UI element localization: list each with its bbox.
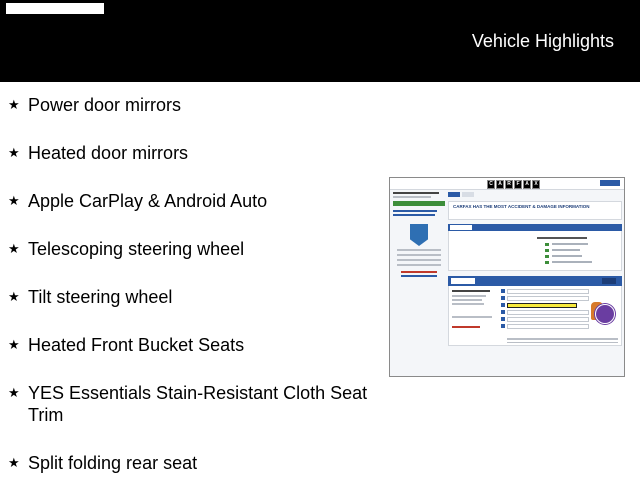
feature-item	[8, 142, 378, 164]
carfax-main	[448, 192, 622, 346]
sidebar-text-line	[397, 254, 441, 256]
carfax-logo	[487, 180, 541, 189]
star-bullet-icon: ★	[8, 455, 20, 470]
feature-item	[8, 452, 378, 474]
star-bullet-icon: ★	[8, 385, 20, 400]
star-bullet-icon: ★	[8, 289, 20, 304]
snapshot-logo	[450, 225, 472, 230]
history-report-header	[448, 276, 622, 286]
carfax-logo-letter: R	[505, 180, 513, 189]
star-bullet-icon: ★	[8, 145, 20, 160]
report-red-line	[452, 326, 480, 328]
feature-text: Split folding rear seat	[28, 453, 198, 473]
feature-text: Power door mirrors	[28, 95, 182, 115]
check-icon	[545, 243, 549, 246]
carfax-logo-letter: A	[523, 180, 531, 189]
star-bullet-icon: ★	[8, 337, 20, 352]
vehicle-title-line	[393, 192, 439, 194]
report-vehicle-line	[452, 290, 490, 292]
feature-item	[8, 190, 378, 212]
history-report-button	[602, 278, 616, 284]
sidebar-link	[401, 275, 437, 277]
feature-text: Tilt steering wheel	[28, 287, 173, 307]
page-title: Vehicle Highlights	[471, 31, 614, 51]
sidebar-text-line	[397, 259, 441, 261]
snapshot-item-line	[552, 255, 582, 257]
footnote-line	[507, 342, 618, 344]
carfax-tabs	[448, 192, 622, 198]
report-row	[507, 296, 589, 301]
feature-item	[8, 382, 378, 426]
carfax-menu-button	[600, 180, 620, 186]
dealer-logo	[6, 3, 104, 14]
snapshot-item-line	[552, 261, 592, 263]
check-icon	[545, 261, 549, 264]
report-vehicle-line	[452, 299, 482, 301]
carfax-sidebar	[393, 192, 445, 373]
report-footnote	[507, 336, 618, 343]
history-report-logo	[451, 278, 475, 284]
feature-text: Apple CarPlay & Android Auto	[28, 191, 268, 211]
report-row-icon	[501, 317, 505, 321]
report-vehicle-line	[452, 295, 486, 297]
report-row	[507, 324, 589, 329]
snapshot-panel	[448, 231, 622, 271]
carfax-promo	[448, 201, 622, 220]
star-bullet-icon: ★	[8, 97, 20, 112]
sidebar-link	[393, 214, 435, 216]
feature-item	[8, 286, 378, 308]
carfax-logo-letter: X	[532, 180, 540, 189]
report-row-highlighted	[507, 303, 577, 308]
feature-item	[8, 238, 378, 260]
report-note-line	[452, 316, 492, 318]
snapshot-item-line	[552, 249, 580, 251]
history-report-panel	[448, 286, 622, 346]
report-vehicle-line	[452, 303, 484, 305]
header-bar	[0, 0, 640, 82]
report-row-icon	[501, 324, 505, 328]
feature-item	[8, 334, 378, 356]
star-bullet-icon: ★	[8, 241, 20, 256]
snapshot-title-line	[537, 237, 587, 239]
footnote-line	[507, 338, 618, 340]
report-row-icon	[501, 296, 505, 300]
carfax-topbar	[390, 178, 624, 190]
feature-text: Heated door mirrors	[28, 143, 189, 163]
report-row-icon	[501, 310, 505, 314]
report-row-icon	[501, 303, 505, 307]
check-icon	[545, 249, 549, 252]
report-row	[507, 317, 589, 322]
carfax-logo-letter: F	[514, 180, 522, 189]
feature-list	[8, 94, 378, 474]
carfax-logo-letter: C	[487, 180, 495, 189]
check-icon	[545, 255, 549, 258]
tab-inactive	[462, 192, 474, 197]
shield-badge-icon	[410, 224, 428, 246]
sidebar-red-line	[401, 271, 437, 273]
carfax-report-image[interactable]	[389, 177, 625, 377]
feature-text: Heated Front Bucket Seats	[28, 335, 245, 355]
vehicle-vin-line	[393, 196, 431, 198]
report-link-bar	[393, 201, 445, 206]
snapshot-item-line	[552, 243, 588, 245]
feature-item	[8, 94, 378, 116]
feature-text: YES Essentials Stain-Resistant Cloth Seat Trim	[28, 383, 368, 425]
star-bullet-icon: ★	[8, 193, 20, 208]
carfax-logo-letter: A	[496, 180, 504, 189]
report-row	[507, 289, 589, 294]
sidebar-text-line	[397, 249, 441, 251]
report-row-icon	[501, 289, 505, 293]
snapshot-header	[448, 224, 622, 231]
feature-text: Telescoping steering wheel	[28, 239, 245, 259]
tab-active	[448, 192, 460, 197]
report-row	[507, 310, 589, 315]
value-seal-icon	[595, 304, 615, 324]
sidebar-link	[393, 210, 437, 212]
carfax-promo-text: CARFAX HAS THE MOST ACCIDENT & DAMAGE INFORMATION	[453, 204, 590, 209]
sidebar-text-line	[397, 264, 441, 266]
